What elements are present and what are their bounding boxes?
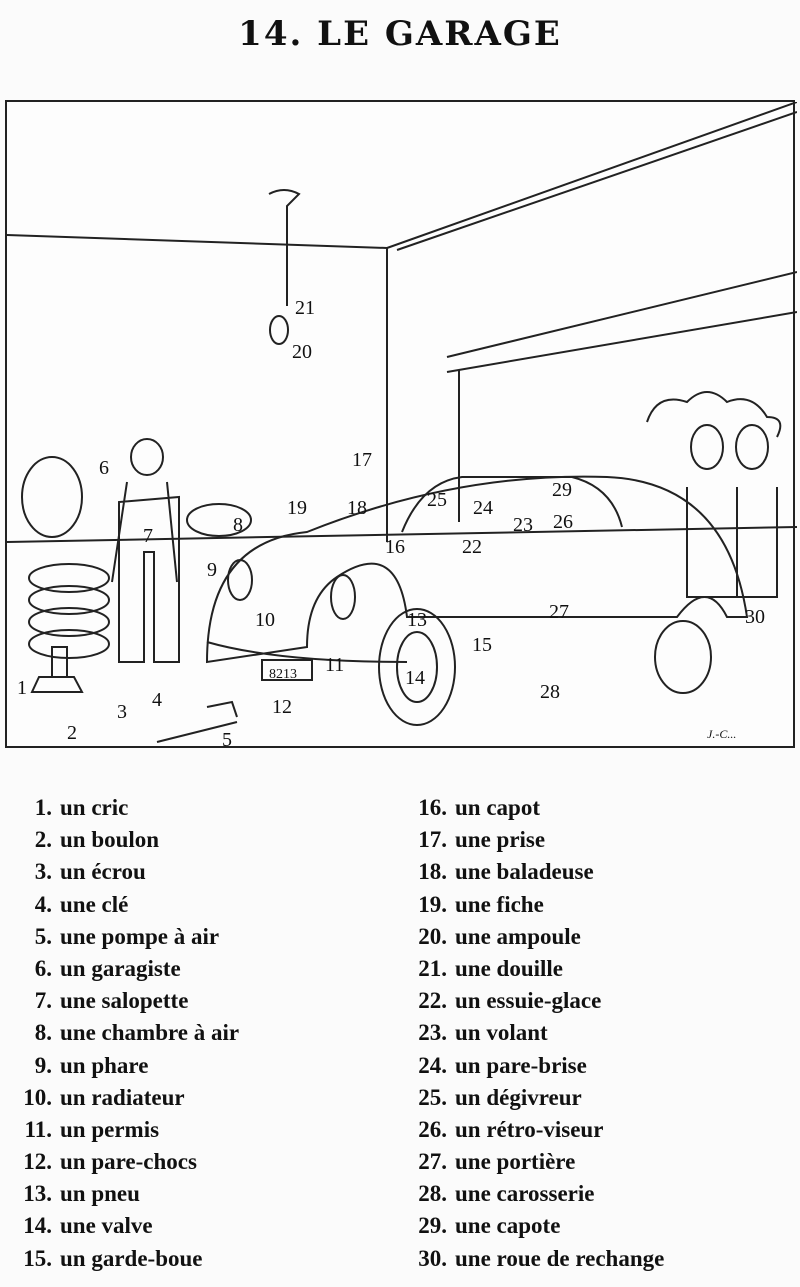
label-18: 18: [347, 497, 367, 519]
vocabulary-item: [395, 1210, 664, 1242]
item-term: un radiateur: [60, 1084, 185, 1110]
item-term: une capote: [455, 1213, 561, 1239]
item-number: 18.: [418, 859, 447, 885]
vocabulary-item: [395, 1082, 664, 1114]
label-11: 11: [325, 654, 345, 676]
vocabulary-item: [0, 953, 239, 985]
label-6: 6: [99, 457, 109, 479]
vocabulary-item: [0, 824, 239, 856]
item-number: 15.: [23, 1245, 52, 1271]
item-term: une pompe à air: [60, 923, 220, 949]
item-term: une portière: [455, 1149, 576, 1175]
label-23: 23: [513, 514, 533, 536]
item-number: 29.: [418, 1213, 447, 1239]
label-7: 7: [143, 525, 153, 547]
label-2: 2: [67, 722, 77, 744]
item-number: 9.: [34, 1052, 52, 1078]
vocabulary-item: [0, 985, 239, 1017]
vocabulary-item: [0, 792, 239, 824]
vocabulary-item: [0, 889, 239, 921]
label-30: 30: [745, 606, 765, 628]
vocabulary-item: [395, 1146, 664, 1178]
vocabulary-item: [395, 1050, 664, 1082]
item-number: 28.: [418, 1181, 447, 1207]
label-28: 28: [540, 681, 560, 703]
label-27: 27: [549, 601, 569, 623]
item-term: un phare: [60, 1052, 149, 1078]
item-term: une baladeuse: [455, 859, 594, 885]
item-number: 21.: [418, 955, 447, 981]
item-term: une salopette: [60, 988, 189, 1014]
vocabulary-item: [0, 1082, 239, 1114]
item-number: 7.: [34, 988, 52, 1014]
item-term: un pneu: [60, 1181, 140, 1207]
item-term: une clé: [60, 891, 129, 917]
vocabulary-item: [0, 1050, 239, 1082]
garage-illustration: [5, 100, 795, 748]
label-1: 1: [17, 677, 27, 699]
item-number: 30.: [418, 1245, 447, 1271]
item-number: 14.: [23, 1213, 52, 1239]
label-13: 13: [407, 609, 427, 631]
item-number: 6.: [34, 955, 52, 981]
label-24: 24: [473, 497, 493, 519]
page-title: 14. LE GARAGE: [238, 14, 562, 54]
item-number: 25.: [418, 1084, 447, 1110]
item-term: un volant: [455, 1020, 548, 1046]
label-22: 22: [462, 536, 482, 558]
item-term: un garagiste: [60, 955, 181, 981]
item-number: 3.: [34, 859, 52, 885]
item-term: une valve: [60, 1213, 153, 1239]
item-number: 22.: [418, 988, 447, 1014]
item-number: 8.: [34, 1020, 52, 1046]
item-number: 5.: [34, 923, 52, 949]
item-term: un capot: [455, 795, 540, 820]
label-25: 25: [427, 489, 447, 511]
item-term: une prise: [455, 827, 546, 853]
vocabulary-item: [395, 889, 664, 921]
vocabulary-item: [395, 1017, 664, 1049]
vocabulary-item: [395, 921, 664, 953]
vocabulary-item: [0, 1243, 239, 1275]
label-9: 9: [207, 559, 217, 581]
label-16: 16: [385, 536, 405, 558]
vocabulary-item: [395, 985, 664, 1017]
vocabulary-item: [0, 921, 239, 953]
label-14: 14: [405, 667, 425, 689]
item-term: un boulon: [60, 827, 160, 853]
vocabulary-item: [0, 1114, 239, 1146]
item-term: une chambre à air: [60, 1020, 240, 1046]
vocabulary-item: [395, 856, 664, 888]
artist-signature: J.-C...: [707, 727, 737, 741]
item-term: une ampoule: [455, 923, 581, 949]
vocabulary-item: [395, 1178, 664, 1210]
item-term: une roue de rechange: [455, 1245, 665, 1271]
item-term: un garde-boue: [60, 1245, 203, 1271]
item-number: 17.: [418, 827, 447, 853]
item-term: une fiche: [455, 891, 544, 917]
vocabulary-item: [0, 1146, 239, 1178]
item-number: 13.: [23, 1181, 52, 1207]
label-10: 10: [255, 609, 275, 631]
item-term: un pare-chocs: [60, 1149, 197, 1175]
license-plate: 8213: [269, 667, 297, 682]
item-number: 27.: [418, 1149, 447, 1175]
item-number: 16.: [418, 795, 447, 820]
label-20: 20: [292, 341, 312, 363]
item-number: 19.: [418, 891, 447, 917]
vocabulary-item: [395, 953, 664, 985]
label-19: 19: [287, 497, 307, 519]
label-12: 12: [272, 696, 292, 718]
item-number: 23.: [418, 1020, 447, 1046]
item-number: 2.: [34, 827, 52, 853]
vocabulary-item: [0, 1178, 239, 1210]
item-term: un dégivreur: [455, 1084, 582, 1110]
label-3: 3: [117, 701, 127, 723]
item-term: un cric: [60, 795, 129, 820]
label-17: 17: [352, 449, 372, 471]
item-number: 11.: [24, 1116, 52, 1142]
item-term: un écrou: [60, 859, 146, 885]
label-4: 4: [152, 689, 162, 711]
vocabulary-item: [395, 1243, 664, 1275]
vocabulary-column-right: [395, 792, 664, 1275]
garage-drawing: [7, 102, 797, 750]
item-term: une carosserie: [455, 1181, 595, 1207]
item-number: 1.: [34, 795, 52, 820]
item-number: 26.: [418, 1116, 447, 1142]
item-number: 20.: [418, 923, 447, 949]
vocabulary-item: [395, 824, 664, 856]
item-term: un rétro-viseur: [455, 1116, 604, 1142]
label-29: 29: [552, 479, 572, 501]
item-number: 4.: [34, 891, 52, 917]
item-number: 10.: [23, 1084, 52, 1110]
label-8: 8: [233, 514, 243, 536]
label-15: 15: [472, 634, 492, 656]
label-5: 5: [222, 729, 232, 750]
vocabulary-item: [0, 856, 239, 888]
item-term: un permis: [60, 1116, 160, 1142]
vocabulary-item: [395, 1114, 664, 1146]
item-number: 24.: [418, 1052, 447, 1078]
vocabulary-item: [395, 792, 664, 824]
vocabulary-item: [0, 1210, 239, 1242]
label-26: 26: [553, 511, 573, 533]
vocabulary-column-left: [0, 792, 239, 1275]
item-number: 12.: [23, 1149, 52, 1175]
item-term: un pare-brise: [455, 1052, 587, 1078]
item-term: un essuie-glace: [455, 988, 602, 1014]
vocabulary-item: [0, 1017, 239, 1049]
item-term: une douille: [455, 955, 564, 981]
label-21: 21: [295, 297, 315, 319]
